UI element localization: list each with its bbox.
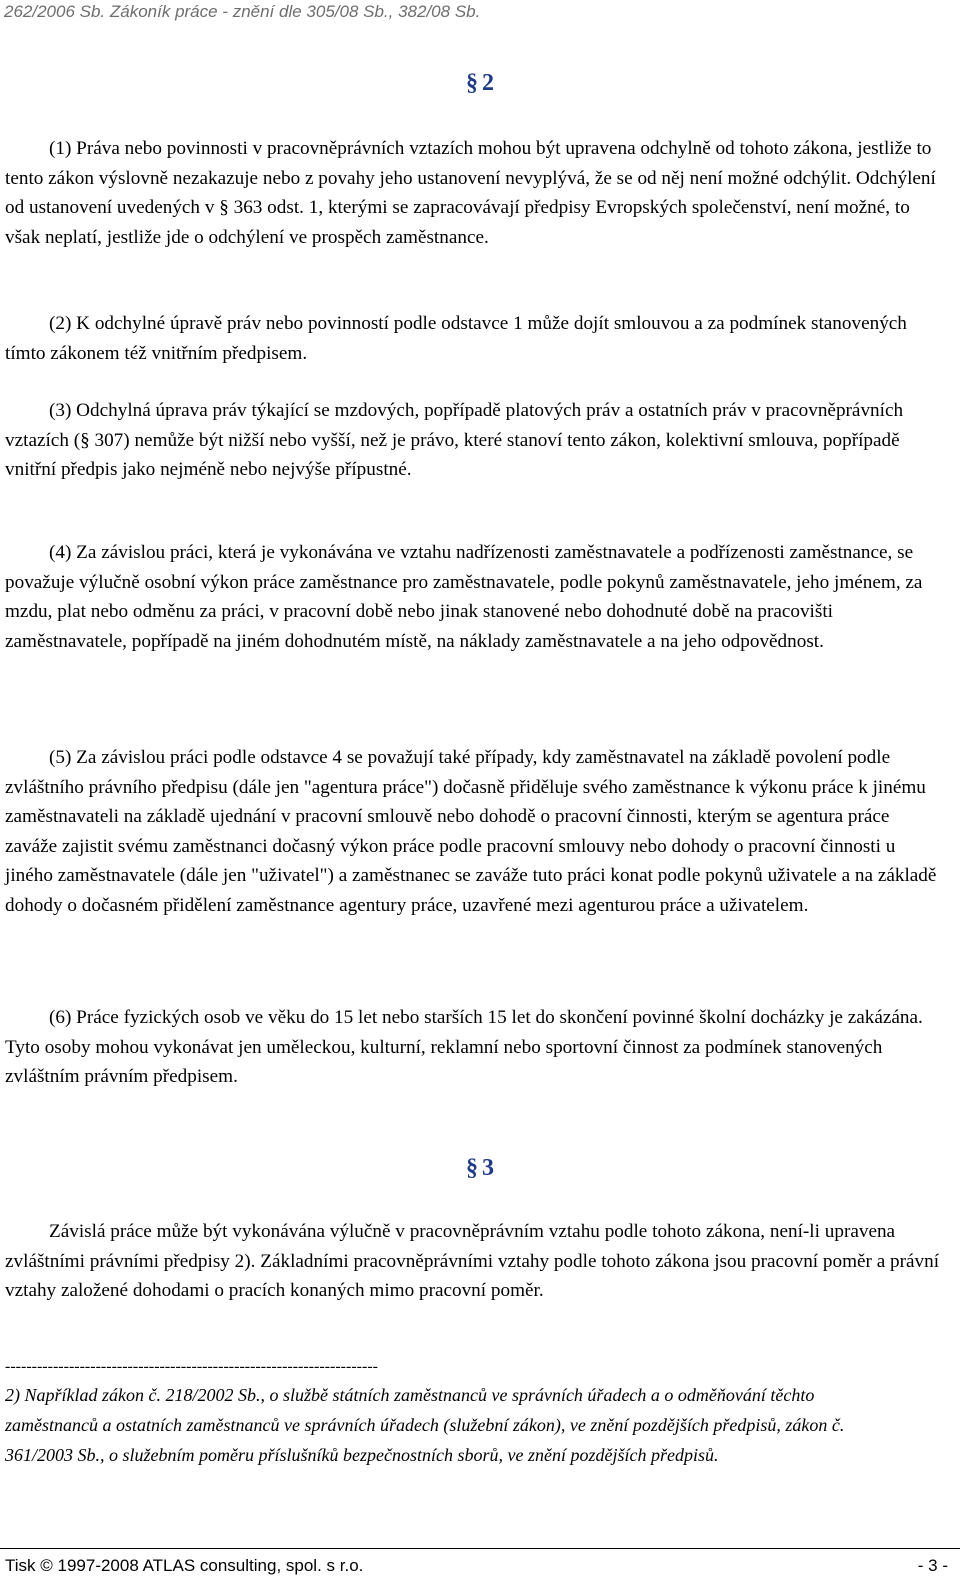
footnote-separator: ----------------------------------------------------------------------: [5, 1358, 378, 1375]
paragraph-2-5: (5) Za závislou práci podle odstavce 4 se považují také případy, kdy zaměstnavatel na základě povolení podle zvláštního právního předpisu (dále jen "agentura práce") dočasně přiděluje svého zaměstnance k výkonu práce k jinému zaměstnavateli na základě ujednání v pracovní smlouvě nebo dohodě o pracovní činnosti, kterým se agentura práce zaváže zajistit svému zaměstnanci dočasný výkon práce podle pracovní smlouvy nebo dohody o pracovní činnosti u jiného zaměstnavatele (dále jen "uživatel") a zaměstnanec se zaváže tuto práci konat podle pokynů uživatele a na základě dohody o dočasném přidělení zaměstnance agentury práce, uzavřené mezi agenturou práce a uživatelem.: [5, 747, 937, 916]
section-number: 3: [482, 1155, 494, 1181]
paragraph-3-1: Závislá práce může být vykonávána výlučně v pracovněprávním vztahu podle tohoto zákona, není-li upravena zvláštními právními předpisy 2). Základními pracovněprávními vztahy podle tohoto zákona jsou pracovní poměr a právní vztahy založené dohodami o pracích konaných mimo pracovní poměr.: [5, 1221, 940, 1301]
section-heading-3: [0, 1155, 960, 1182]
footer-divider: [0, 1548, 960, 1549]
page-number: - 3 -: [917, 1556, 948, 1575]
paragraph-2-3: (3) Odchylná úprava práv týkající se mzdových, popřípadě platových práv a ostatních práv v pracovněprávních vztazích (§ 307) nemůže být nižší nebo vyšší, než je právo, které stanoví tento zákon, kolektivní smlouva, popřípadě vnitřní předpis jako nejméně nebo nejvýše přípustné.: [5, 400, 904, 480]
paragraph-2-6: (6) Práce fyzických osob ve věku do 15 let nebo starších 15 let do skončení povinné školní docházky je zakázána. Tyto osoby mohou vykonávat jen uměleckou, kulturní, reklamní nebo sportovní činnost za podmínek stanovených zvláštním právním předpisem.: [5, 1007, 923, 1087]
paragraph-2-2: (2) K odchylné úpravě práv nebo povinností podle odstavce 1 může dojít smlouvou a za podmínek stanovených tímto zákonem též vnitřním předpisem.: [5, 313, 907, 364]
section-heading-2: [0, 70, 960, 97]
footer-copyright: Tisk © 1997-2008 ATLAS consulting, spol. s r.o.: [5, 1556, 364, 1575]
paragraph-2-1: (1) Práva nebo povinnosti v pracovněprávních vztazích mohou být upravena odchylně od tohoto zákona, jestliže to tento zákon výslovně nezakazuje nebo z povahy jeho ustanovení nevyplývá, že se od něj není možné odchýlit. Odchýlení od ustanovení uvedených v § 363 odst. 1, kterými se zapracovávají předpisy Evropských společenství, není možné, to však neplatí, jestliže jde o odchýlení ve prospěch zaměstnance.: [5, 138, 936, 248]
section-symbol: §: [466, 70, 478, 96]
paragraph-2-4: (4) Za závislou práci, která je vykonávána ve vztahu nadřízenosti zaměstnavatele a podřízenosti zaměstnance, se považuje výlučně osobní výkon práce zaměstnance pro zaměstnavatele, podle pokynů zaměstnavatele, jeho jménem, za mzdu, plat nebo odměnu za práci, v pracovní době nebo jinak stanovené nebo dohodnuté době na pracovišti zaměstnavatele, popřípadě na jiném dohodnutém místě, na náklady zaměstnavatele a na jeho odpovědnost.: [5, 542, 923, 652]
section-symbol: §: [466, 1155, 478, 1181]
section-number: 2: [482, 70, 494, 96]
document-header: 262/2006 Sb. Zákoník práce - znění dle 305/08 Sb., 382/08 Sb.: [4, 2, 481, 21]
footnote-text: 2) Například zákon č. 218/2002 Sb., o službě státních zaměstnanců ve správních úřadech a o odměňování těchto zaměstnanců a ostatních zaměstnanců ve správních úřadech (služební zákon), ve znění pozdějších předpisů, zákon č. 361/2003 Sb., o služebním poměru příslušníků bezpečnostních sborů, ve znění pozdějších předpisů.: [5, 1385, 845, 1465]
